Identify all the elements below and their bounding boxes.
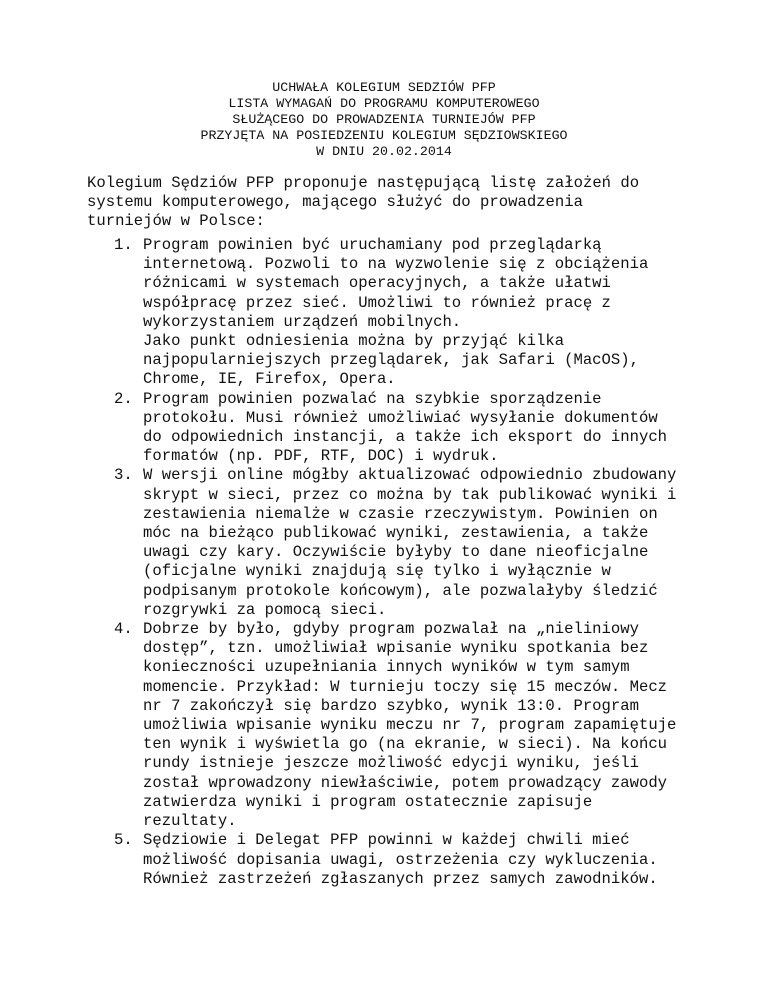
header-line: LISTA WYMAGAŃ DO PROGRAMU KOMPUTEROWEGO [228,96,540,111]
list-item-number: 1. [114,236,133,254]
intro-line: Kolegium Sędziów PFP proponuje następującą listę założeń do [87,174,640,192]
document-header [0,80,768,160]
list-item-line: Chrome, IE, Firefox, Opera. [143,370,396,389]
list-item-line: internetową. Pozwoli to na wyzwolenie się z obciążenia [143,255,649,274]
list-item-line: Program powinien pozwalać na szybkie sporządzenie [143,389,602,408]
intro-line: turniejów w Polsce: [87,212,265,231]
list-item-line: najpopularniejszych przeglądarek, jak Safari (MacOS), [143,351,639,370]
list-item-line: wykorzystaniem urządzeń mobilnych. [143,312,462,331]
list-item-number: 4. [114,620,133,639]
list-item [87,620,707,831]
list-item-line: Program powinien być uruchamiany pod przeglądarką [143,236,602,254]
list-item-line: móc na bieżąco publikować wyniki, zestawienia, a także [143,524,649,543]
intro-line: systemu komputerowego, mającego służyć do prowadzenia [87,193,583,212]
list-item-line: możliwość dopisania uwagi, ostrzeżenia czy wykluczenia. [143,850,658,869]
header-line: SŁUŻĄCEGO DO PROWADZENIA TURNIEJÓW PFP [232,112,536,127]
list-item-line: uwagi czy kary. Oczywiście byłyby to dane nieoficjalne [143,543,649,562]
list-item-line: do odpowiednich instancji, a także ich eksport do innych [143,428,668,447]
list-item-line: zestawienia niemalże w czasie rzeczywistym. Powinien on [143,504,658,523]
requirements-list [87,236,707,889]
list-item-line: Jako punkt odniesienia można by przyjąć kilka [143,332,565,351]
list-item-line: podpisanym protokole końcowym), ale pozwalałyby śledzić [143,581,658,600]
list-item-line: różnicami w systemach operacyjnych, a także ułatwi [143,274,611,293]
list-item-line: konieczności uzupełniania innych wyników w tym samym [143,658,630,677]
header-line: W DNIU 20.02.2014 [316,144,452,159]
list-item-line: skrypt w sieci, przez co można by tak publikować wyniki i [143,485,677,504]
list-item-line: zatwierdza wyniki i program ostatecznie zapisuje [143,792,593,811]
list-item-line: Również zastrzeżeń zgłaszanych przez samych zawodników. [143,869,658,888]
intro-paragraph [87,174,687,232]
list-item-line: został wprowadzony niewłaściwie, potem prowadzący zawody [143,773,668,792]
list-item [87,390,707,467]
list-item-line: rezultaty. [143,812,237,831]
list-item-line: protokołu. Musi również umożliwiać wysyłanie dokumentów [143,408,658,427]
list-item-number: 2. [114,389,133,408]
list-item [87,466,707,620]
list-item-line: współpracę przez sieć. Umożliwi to również pracę z [143,293,611,312]
list-item-line: rozgrywki za pomocą sieci. [143,600,387,619]
list-item-line: momencie. Przykład: W turnieju toczy się 15 meczów. Mecz [143,677,668,696]
list-item-line: W wersji online mógłby aktualizować odpowiednio zbudowany [143,466,677,485]
list-item-line: (oficjalne wyniki znajdują się tylko i wyłącznie w [143,562,611,581]
list-item-line: Sędziowie i Delegat PFP powinni w każdej chwili mieć [143,831,630,850]
header-line: UCHWAŁA KOLEGIUM SEDZIÓW PFP [272,80,496,95]
list-item-line: rundy istnieje jeszcze możliwość edycji wyniku, jeśli [143,754,639,773]
list-item-number: 3. [114,466,133,485]
list-item [87,831,707,889]
list-item-line: umożliwia wpisanie wyniku meczu nr 7, program zapamiętuje [143,716,677,735]
list-item-line: nr 7 zakończył się bardzo szybko, wynik 13:0. Program [143,696,639,715]
list-item-line: dostęp”, tzn. umożliwiał wpisanie wyniku spotkania bez [143,639,649,658]
list-item-line: Dobrze by było, gdyby program pozwalał na „nieliniowy [143,620,639,639]
list-item [87,236,707,390]
header-line: PRZYJĘTA NA POSIEDZENIU KOLEGIUM SĘDZIOWSKIEGO [200,128,568,143]
list-item-line: formatów (np. PDF, RTF, DOC) i wydruk. [143,447,499,466]
list-item-line: ten wynik i wyświetla go (na ekranie, w sieci). Na końcu [143,735,668,754]
list-item-number: 5. [114,831,133,850]
